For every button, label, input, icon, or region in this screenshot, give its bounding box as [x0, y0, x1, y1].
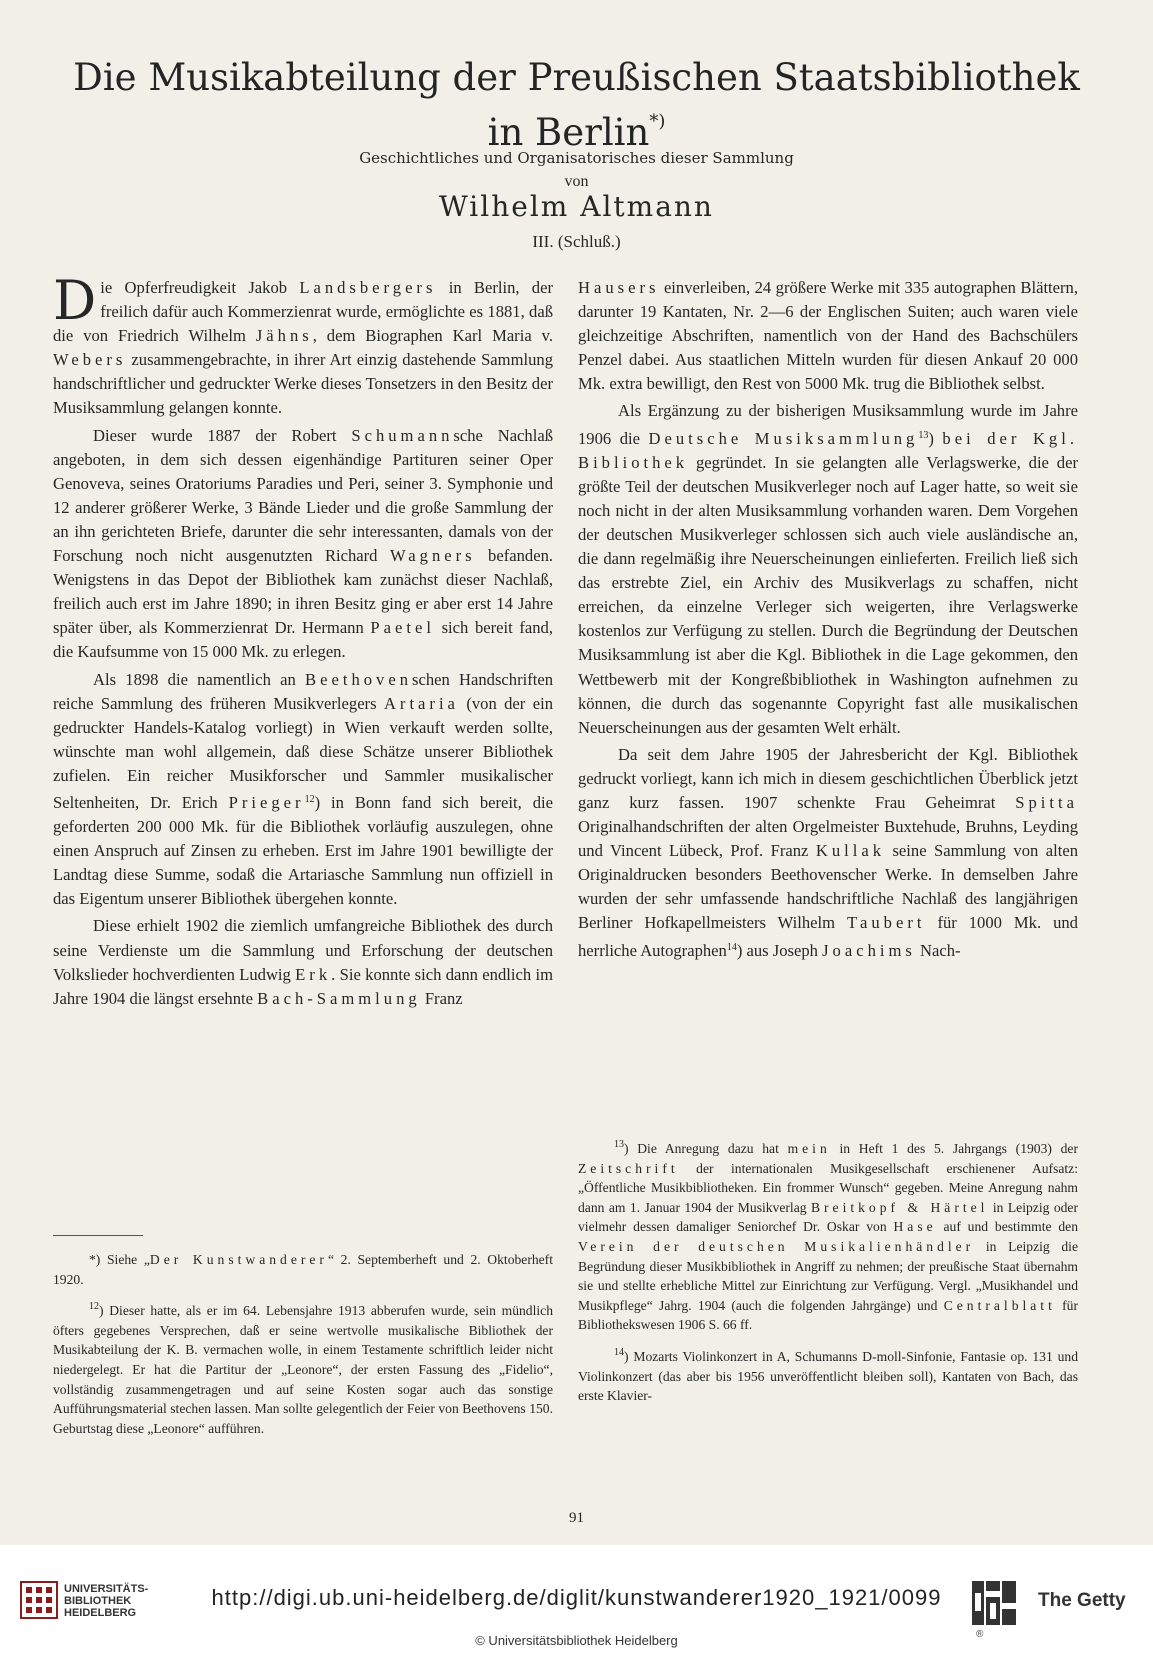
page-number: 91	[569, 1510, 584, 1526]
title-footnote-marker: *)	[649, 111, 666, 132]
author-name: Wilhelm Altmann	[439, 190, 714, 223]
text-column-right	[578, 276, 1078, 966]
article-title-line1: Die Musikabteilung der Preußischen Staatsbibliothek	[73, 56, 1080, 99]
permalink-url[interactable]: http://digi.ub.uni-heidelberg.de/diglit/kunstwanderer1920_1921/0099	[211, 1585, 942, 1610]
getty-logo-icon	[970, 1579, 1018, 1627]
paragraph-3: Als 1898 die namentlich an Beethovenschen Handschriften reiche Sammlung des früheren Musikverlegers Artaria (von der ein gedruckter Handels-Katalog vorliegt) in Wien verkauft werden sollte, wünschte man wohl allgemein, daß diese Schätze unserer Bibliothek zufielen. Ein reicher Musikforscher und Sammler musikalischer Seltenheiten, Dr. Erich Prieger$^{12}$) in Bonn fand sich bereit, die geforderten 200 000 Mk. für die Bibliothek vorläufig auszulegen, ohne einen Anspruch auf Zinsen zu erheben. Erst im Jahre 1901 bewilligte der Landtag diese Summe, sodaß die Artariasche Sammlung nun offiziell in das Eigentum unserer Bibliothek übergehen konnte.	[53, 669, 554, 909]
footnote-12: $^{12}$) Dieser hatte, als er im 64. Lebensjahre 1913 abberufen wurde, sein mündlich öfters gegebenes Versprechen, daß er seine wertvolle musikalische Bibliothek der Musikabteilung der K. B. vermachen wolle, in einem Testamente schriftlich leider nicht niedergelegt. Er hat die Partitur der „Leonore“, der ersten Fassung des „Fidelio“, vollständig zusammengetragen und auf seine Kosten sogar auch das sonstige Aufführungsmaterial stechen lassen. Man sollte gelegentlich der Feier von Beethovens 150. Geburtstag diese „Leonore“ aufführen.	[53, 1301, 553, 1436]
text-column-left	[53, 269, 554, 1014]
article-title-line2: in Berlin*)	[487, 111, 666, 154]
footnotes-left	[53, 1250, 553, 1446]
part-label: III. (Schluß.)	[532, 232, 621, 251]
paragraph-7: Da seit dem Jahre 1905 der Jahresbericht der Kgl. Bibliothek gedruckt vorliegt, kann ich mich in diesem geschichtlichen Überblick jetzt ganz kurz fassen. 1907 schenkte Frau Geheimrat Spitta Originalhandschriften der alten Orgelmeister Buxtehude, Bruhns, Leyding und Vincent Lübeck, Prof. Franz Kullak seine Sammlung von alten Originaldrucken besonders Beethovenscher Werke. In demselben Jahre wurden der sehr umfassende handschriftliche Nachlaß des langjährigen Berliner Hofkapellmeisters Wilhelm Taubert für 1000 Mk. und herrliche Autographen$^{14}$) aus Joseph Joachims Nach-	[578, 744, 1078, 960]
footnote-14: $^{14}$) Mozarts Violinkonzert in A, Schumanns D-moll-Sinfonie, Fantasie op. 131 und Violinkonzert (das aber bis 1956 unveröffentlicht bleiben soll), Kantaten von Bach, das erste Klavier-	[578, 1346, 1078, 1404]
registered-mark: ®	[976, 1629, 984, 1640]
footnotes-right	[578, 1135, 1078, 1414]
paragraph-2: Dieser wurde 1887 der Robert Schumannsche Nachlaß angeboten, in dem sich dessen eigenhändige Partituren seiner Oper Genoveva, seines Oratoriums Paradies und Peri, seiner 3. Symphonie und 12 anderer größerer Werke, 3 Bände Lieder und die große Sammlung der an ihn gerichteten Briefe, darunter die sehr interessanten, damals von der Forschung noch nicht ausgenutzten Richard Wagners befanden. Wenigstens in das Depot der Bibliothek kam zunächst dieser Nachlaß, freilich auch erst im Jahre 1890; in ihren Besitz ging er aber erst 14 Jahre später über, als Kommerzienrat Dr. Hermann Paetel sich bereit fand, die Kaufsumme von 15 000 Mk. zu erlegen.	[53, 425, 554, 662]
paragraph-1: Die Opferfreudigkeit Jakob Landsbergers in Berlin, der freilich dafür auch Kommerzienrat wurde, ermöglichte es 1881, daß die von Friedrich Wilhelm Jähns, dem Biographen Karl Maria v. Webers zusammengebrachte, in ihrer Art einzig dastehende Sammlung handschriftlicher und gedruckter Werke dieses Tonsetzers in den Besitz der Musiksammlung gelangen konnte.	[53, 269, 553, 418]
copyright-notice: © Universitätsbibliothek Heidelberg	[475, 1633, 678, 1648]
article-subtitle: Geschichtliches und Organisatorisches dieser Sammlung	[359, 149, 794, 167]
university-library-name: UNIVERSITÄTS- BIBLIOTHEK HEIDELBERG	[64, 1583, 149, 1619]
footnote-divider	[53, 1235, 143, 1236]
paragraph-5: Hausers einverleiben, 24 größere Werke mit 335 autographen Blättern, darunter 19 Kantaten, Nr. 2—6 der Englischen Suiten; auch waren viele gleichzeitige Abschriften, namentlich von der Hand des Bachschülers Penzel dabei. Aus staatlichen Mitteln wurden für diesen Ankauf 20 000 Mk. extra bewilligt, den Rest von 5000 Mk. trug die Bibliothek selbst.	[578, 278, 1078, 394]
footnote-star: *) Siehe „Der Kunstwanderer“ 2. Septemberheft und 2. Oktoberheft 1920.	[53, 1252, 553, 1287]
footnote-13: $^{13}$) Die Anregung dazu hat mein in Heft 1 des 5. Jahrgangs (1903) der Zeitschrift der internationalen Musikgesellschaft erschienener Aufsatz: „Öffentliche Musikbibliotheken. Ein frommer Wunsch“ gegeben. Meine Anregung nahm dann am 1. Januar 1904 der Musikverlag Breitkopf & Härtel in Leipzig oder vielmehr dessen damaliger Seniorchef Dr. Oskar von Hase auf und bestimmte den Verein der deutschen Musikalienhändler in Leipzig die Begründung dieser Musikbibliothek in Angriff zu nehmen; der preußische Staat übernahm sie und stellte erhebliche Mittel zur Einrichtung zur Verfügung. Vergl. „Musikhandel und Musikpflege“ Jahrg. 1904 (auch die folgenden Jahrgänge) und Centralblatt für Bibliothekswesen 1906 S. 66 ff.	[578, 1139, 1079, 1333]
footnote-ref-13: 13	[918, 429, 929, 441]
paragraph-4: Diese erhielt 1902 die ziemlich umfangreiche Bibliothek des durch seine Verdienste um die Sammlung und Erforschung der deutschen Volkslieder hochverdienten Ludwig Erk. Sie konnte sich dann endlich im Jahre 1904 die längst ersehnte Bach-Sammlung Franz	[53, 916, 553, 1008]
drop-cap: D	[53, 269, 97, 332]
viewer-footer	[0, 1545, 1153, 1657]
getty-name: The Getty	[1038, 1590, 1126, 1611]
footnote-ref-14: 14	[726, 941, 737, 953]
paragraph-6: Als Ergänzung zu der bisherigen Musiksammlung wurde im Jahre 1906 die Deutsche Musiksammlung$^{13}$) bei der Kgl. Bibliothek gegründet. In sie gelangten alle Verlagswerke, die der größte Teil der deutschen Musikverleger noch auf Lager hatte, so weit sie noch nicht in der alten Musiksammlung vorhanden waren. Dem Vorgehen der deutschen Musikverleger schlossen sich auch viele ausländische an, die dann regelmäßig ihre Neuerscheinungen einlieferten. Freilich ließ sich das erstrebte Ziel, ein Archiv des Musikverlags zu schaffen, nicht erreichen, da einzelne Verleger sich weigerten, ihre Verlagswerke kostenlos zur Verfügung zu stellen. Durch die Begründung der Deutschen Musiksammlung ist aber die Kgl. Bibliothek in die Lage gekommen, den Wettbewerb mit der Kongreßbibliothek in Washington aufnehmen zu können, die durch das sogenannte Copyright fast alle musikalischen Neuerscheinungen aus der gesamten Welt erhält.	[578, 401, 1078, 737]
byline-von: von	[564, 173, 589, 190]
footnote-ref-12: 12	[304, 793, 315, 805]
